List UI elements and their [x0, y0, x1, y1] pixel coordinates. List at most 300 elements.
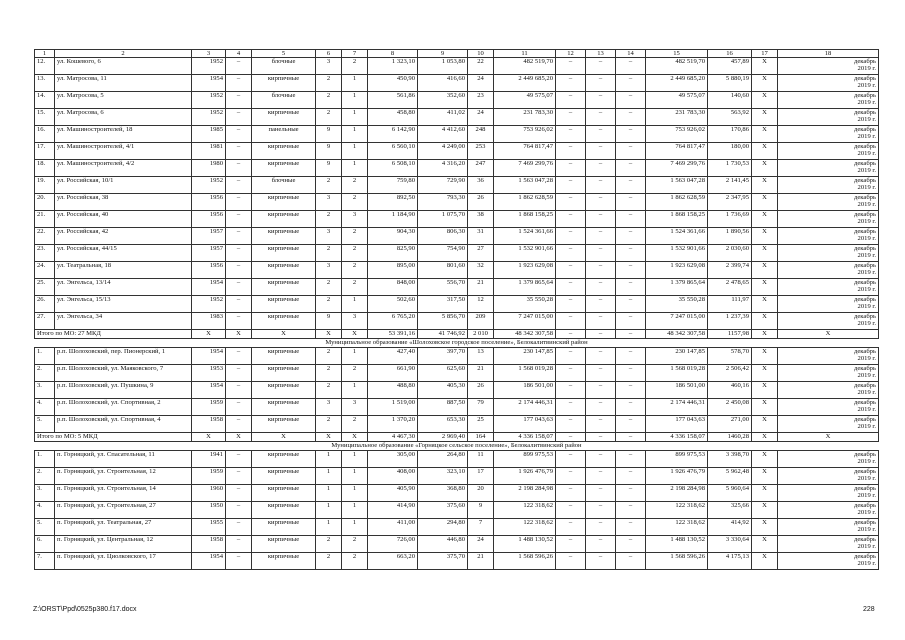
row-number: 3. — [35, 485, 55, 502]
address-cell: ул. Кошевого, 6 — [55, 58, 192, 75]
dash-cell: – — [616, 519, 646, 536]
dash-cell: – — [616, 451, 646, 468]
living-area-cell: 1 053,80 — [418, 58, 468, 75]
unit-cost-cell: 170,86 — [708, 126, 752, 143]
unit-cost-avg: 1460,28 — [708, 433, 752, 442]
deadline-cell — [778, 519, 879, 536]
address-cell: ул. Матросова, 6 — [55, 109, 192, 126]
address-cell: ул. Машиностроителей, 4/1 — [55, 143, 192, 160]
dash-cell: – — [616, 262, 646, 279]
dash-cell: – — [556, 296, 586, 313]
dash-cell: – — [586, 468, 616, 485]
dash-cell: – — [556, 348, 586, 365]
x-cell: Х — [752, 485, 778, 502]
year-cell: 1952 — [192, 109, 226, 126]
column-number: 13 — [586, 50, 616, 58]
repair-cost-cell: 2 198 284,98 — [494, 485, 556, 502]
section-heading-row — [35, 442, 879, 451]
living-area-cell: 405,30 — [418, 382, 468, 399]
x-cell: Х — [752, 75, 778, 92]
dash-cell: – — [556, 279, 586, 296]
repair-cost-cell: 7 247 015,00 — [494, 313, 556, 330]
floors-cell: 1 — [316, 502, 342, 519]
dash-cell: – — [556, 160, 586, 177]
dash-cell: – — [226, 451, 252, 468]
total-area-cell: 305,00 — [368, 451, 418, 468]
floors-cell: 2 — [316, 279, 342, 296]
column-number: 8 — [368, 50, 418, 58]
repair-cost-cell: 899 975,53 — [494, 451, 556, 468]
unit-cost-cell: 460,16 — [708, 382, 752, 399]
funds-cell: 1 568 596,26 — [646, 553, 708, 570]
entrances-cell: 1 — [342, 348, 368, 365]
residents-cell: 23 — [468, 92, 494, 109]
funds-sum: 4 336 158,07 — [646, 433, 708, 442]
unit-cost-cell: 3 330,64 — [708, 536, 752, 553]
dash-cell: – — [616, 365, 646, 382]
dash-cell: – — [616, 126, 646, 143]
total-area-cell: 1 370,20 — [368, 416, 418, 433]
unit-cost-cell: 4 175,13 — [708, 553, 752, 570]
residents-cell: 209 — [468, 313, 494, 330]
table-row — [35, 365, 879, 382]
entrances-cell: 1 — [342, 126, 368, 143]
unit-cost-cell: 5 880,19 — [708, 75, 752, 92]
total-area-cell: 488,80 — [368, 382, 418, 399]
floors-cell: 2 — [316, 245, 342, 262]
deadline-cell — [778, 365, 879, 382]
dash-cell: – — [226, 228, 252, 245]
dash-cell: – — [556, 194, 586, 211]
wall-material-cell: кирпичные — [252, 75, 316, 92]
entrances-cell: 3 — [342, 313, 368, 330]
total-label: Итого по МО: 27 МКД — [35, 330, 192, 339]
deadline-year: 2019 г. — [857, 133, 876, 141]
dash-cell: – — [586, 211, 616, 228]
total-area-cell: 892,50 — [368, 194, 418, 211]
residents-cell: 38 — [468, 211, 494, 228]
unit-cost-cell: 325,66 — [708, 502, 752, 519]
deadline-month: декабрь — [854, 416, 876, 423]
x-cell: Х — [752, 382, 778, 399]
entrances-cell: 1 — [342, 382, 368, 399]
column-number-row — [35, 50, 879, 58]
wall-material-cell: панельные — [252, 126, 316, 143]
entrances-cell: 2 — [342, 245, 368, 262]
deadline-cell — [778, 126, 879, 143]
deadline-year: 2019 г. — [857, 560, 876, 568]
year-cell: 1954 — [192, 553, 226, 570]
dash-cell: – — [226, 177, 252, 194]
dash-cell: – — [556, 519, 586, 536]
repair-cost-sum: 4 336 158,07 — [494, 433, 556, 442]
living-area-cell: 801,60 — [418, 262, 468, 279]
residents-cell: 12 — [468, 296, 494, 313]
unit-cost-cell: 563,92 — [708, 109, 752, 126]
year-cell: 1953 — [192, 365, 226, 382]
wall-material-cell: кирпичные — [252, 468, 316, 485]
deadline-cell — [778, 502, 879, 519]
living-area-cell: 375,60 — [418, 502, 468, 519]
x-cell: Х — [752, 502, 778, 519]
living-area-cell: 729,90 — [418, 177, 468, 194]
row-number: 4. — [35, 502, 55, 519]
dash-cell: – — [616, 553, 646, 570]
entrances-cell: 1 — [342, 109, 368, 126]
address-cell: ул. Российская, 42 — [55, 228, 192, 245]
dash-cell: – — [556, 536, 586, 553]
row-number: 13. — [35, 75, 55, 92]
x-cell: Х — [252, 433, 316, 442]
row-number: 21. — [35, 211, 55, 228]
floors-cell: 2 — [316, 382, 342, 399]
dash-cell: – — [556, 485, 586, 502]
entrances-cell: 2 — [342, 194, 368, 211]
dash-cell: – — [616, 468, 646, 485]
x-cell: Х — [752, 126, 778, 143]
funds-cell: 2 198 284,98 — [646, 485, 708, 502]
deadline-year: 2019 г. — [857, 509, 876, 517]
dash-cell: – — [226, 109, 252, 126]
unit-cost-cell: 578,70 — [708, 348, 752, 365]
total-area-cell: 6 560,10 — [368, 143, 418, 160]
deadline-year: 2019 г. — [857, 475, 876, 483]
x-cell: Х — [342, 433, 368, 442]
floors-cell: 2 — [316, 348, 342, 365]
deadline-cell — [778, 58, 879, 75]
column-number: 18 — [778, 50, 879, 58]
year-cell: 1952 — [192, 58, 226, 75]
deadline-year: 2019 г. — [857, 543, 876, 551]
dash-cell: – — [226, 143, 252, 160]
living-area-cell: 264,80 — [418, 451, 468, 468]
floors-cell: 2 — [316, 109, 342, 126]
column-number: 17 — [752, 50, 778, 58]
deadline-year: 2019 г. — [857, 252, 876, 260]
floors-cell: 1 — [316, 519, 342, 536]
dash-cell: – — [586, 382, 616, 399]
dash-cell: – — [556, 399, 586, 416]
floors-cell: 2 — [316, 553, 342, 570]
deadline-year: 2019 г. — [857, 286, 876, 294]
wall-material-cell: кирпичные — [252, 313, 316, 330]
year-cell: 1956 — [192, 262, 226, 279]
dash-cell: – — [556, 502, 586, 519]
deadline-month: декабрь — [854, 143, 876, 150]
column-number: 1 — [35, 50, 55, 58]
dash-cell: – — [616, 433, 646, 442]
floors-cell: 2 — [316, 92, 342, 109]
municipality-heading: Муниципальное образование «Горняцкое сельское поселение», Белокалитвинский район — [35, 442, 879, 451]
wall-material-cell: блочные — [252, 177, 316, 194]
total-area-cell: 6 508,10 — [368, 160, 418, 177]
table-row — [35, 468, 879, 485]
year-cell: 1981 — [192, 143, 226, 160]
funds-cell: 482 519,70 — [646, 58, 708, 75]
funds-cell: 1 532 901,66 — [646, 245, 708, 262]
funds-cell: 1 862 628,59 — [646, 194, 708, 211]
x-cell: Х — [192, 330, 226, 339]
funds-cell: 1 563 047,28 — [646, 177, 708, 194]
residents-cell: 27 — [468, 245, 494, 262]
table-row — [35, 416, 879, 433]
total-area-sum: 4 467,30 — [368, 433, 418, 442]
dash-cell: – — [556, 143, 586, 160]
floors-cell: 2 — [316, 536, 342, 553]
repair-cost-cell: 1 862 628,59 — [494, 194, 556, 211]
living-area-sum: 41 746,92 — [418, 330, 468, 339]
table-row — [35, 313, 879, 330]
funds-cell: 35 550,28 — [646, 296, 708, 313]
floors-cell: 2 — [316, 365, 342, 382]
wall-material-cell: кирпичные — [252, 553, 316, 570]
deadline-month: декабрь — [854, 109, 876, 116]
residents-cell: 21 — [468, 553, 494, 570]
dash-cell: – — [226, 245, 252, 262]
dash-cell: – — [226, 468, 252, 485]
residents-cell: 11 — [468, 451, 494, 468]
total-area-cell: 759,80 — [368, 177, 418, 194]
living-area-cell: 5 856,70 — [418, 313, 468, 330]
residents-cell: 247 — [468, 160, 494, 177]
repair-cost-cell: 230 147,85 — [494, 348, 556, 365]
year-cell: 1959 — [192, 399, 226, 416]
floors-cell: 9 — [316, 126, 342, 143]
year-cell: 1957 — [192, 228, 226, 245]
wall-material-cell: кирпичные — [252, 519, 316, 536]
row-number: 2. — [35, 365, 55, 382]
funds-cell: 1 379 865,64 — [646, 279, 708, 296]
entrances-cell: 1 — [342, 451, 368, 468]
dash-cell: – — [616, 536, 646, 553]
row-number: 23. — [35, 245, 55, 262]
repair-cost-cell: 1 524 361,66 — [494, 228, 556, 245]
deadline-cell — [778, 262, 879, 279]
wall-material-cell: кирпичные — [252, 485, 316, 502]
dash-cell: – — [586, 330, 616, 339]
residents-cell: 7 — [468, 519, 494, 536]
entrances-cell: 3 — [342, 211, 368, 228]
x-cell: Х — [226, 330, 252, 339]
deadline-cell — [778, 279, 879, 296]
total-area-cell: 1 519,00 — [368, 399, 418, 416]
deadline-year: 2019 г. — [857, 269, 876, 277]
address-cell: п. Горняцкий, ул. Театральная, 27 — [55, 519, 192, 536]
total-area-cell: 726,00 — [368, 536, 418, 553]
repair-cost-cell: 1 563 047,28 — [494, 177, 556, 194]
x-cell: Х — [752, 468, 778, 485]
total-area-cell: 561,86 — [368, 92, 418, 109]
residents-cell: 26 — [468, 194, 494, 211]
table-row — [35, 485, 879, 502]
total-area-cell: 458,80 — [368, 109, 418, 126]
year-cell: 1960 — [192, 485, 226, 502]
deadline-month: декабрь — [854, 75, 876, 82]
year-cell: 1952 — [192, 177, 226, 194]
dash-cell: – — [226, 348, 252, 365]
x-cell: Х — [752, 536, 778, 553]
row-number: 19. — [35, 177, 55, 194]
dash-cell: – — [556, 451, 586, 468]
repair-cost-cell: 7 469 299,76 — [494, 160, 556, 177]
column-number: 7 — [342, 50, 368, 58]
residents-cell: 36 — [468, 177, 494, 194]
dash-cell: – — [616, 296, 646, 313]
dash-cell: – — [226, 399, 252, 416]
address-cell: ул. Театральная, 18 — [55, 262, 192, 279]
floors-cell: 3 — [316, 228, 342, 245]
repair-cost-cell: 1 868 158,25 — [494, 211, 556, 228]
x-cell: Х — [752, 262, 778, 279]
dash-cell: – — [586, 75, 616, 92]
table-row — [35, 451, 879, 468]
dash-cell: – — [556, 92, 586, 109]
footer-file-path: Z:\ORST\Ppd\0525p380.f17.docx — [33, 606, 137, 613]
dash-cell: – — [616, 416, 646, 433]
municipality-heading: Муниципальное образование «Шолоховское городское поселение», Белокалитвинский район — [35, 339, 879, 348]
deadline-cell — [778, 296, 879, 313]
deadline-year: 2019 г. — [857, 65, 876, 73]
x-cell: Х — [752, 228, 778, 245]
repair-cost-cell: 1 926 476,79 — [494, 468, 556, 485]
residents-cell: 24 — [468, 75, 494, 92]
column-number: 16 — [708, 50, 752, 58]
entrances-cell: 2 — [342, 58, 368, 75]
wall-material-cell: кирпичные — [252, 416, 316, 433]
address-cell: п. Горняцкий, ул. Строительная, 27 — [55, 502, 192, 519]
residents-cell: 79 — [468, 399, 494, 416]
dash-cell: – — [586, 519, 616, 536]
row-number: 5. — [35, 519, 55, 536]
table-row — [35, 92, 879, 109]
total-area-cell: 895,00 — [368, 262, 418, 279]
deadline-month: декабрь — [854, 502, 876, 509]
living-area-cell: 416,60 — [418, 75, 468, 92]
funds-cell: 899 975,53 — [646, 451, 708, 468]
funds-cell: 1 926 476,79 — [646, 468, 708, 485]
living-area-cell: 754,90 — [418, 245, 468, 262]
funds-cell: 1 868 158,25 — [646, 211, 708, 228]
dash-cell: – — [226, 58, 252, 75]
dash-cell: – — [616, 109, 646, 126]
wall-material-cell: кирпичные — [252, 143, 316, 160]
column-number: 10 — [468, 50, 494, 58]
row-number: 27. — [35, 313, 55, 330]
row-number: 7. — [35, 553, 55, 570]
table-row — [35, 177, 879, 194]
repair-cost-cell: 482 519,70 — [494, 58, 556, 75]
unit-cost-avg: 1157,98 — [708, 330, 752, 339]
deadline-month: декабрь — [854, 177, 876, 184]
dash-cell: – — [616, 245, 646, 262]
entrances-cell: 1 — [342, 502, 368, 519]
year-cell: 1959 — [192, 468, 226, 485]
dash-cell: – — [226, 194, 252, 211]
table-row — [35, 75, 879, 92]
table-row — [35, 194, 879, 211]
entrances-cell: 1 — [342, 485, 368, 502]
entrances-cell: 2 — [342, 365, 368, 382]
floors-cell: 2 — [316, 177, 342, 194]
living-area-cell: 446,80 — [418, 536, 468, 553]
deadline-year: 2019 г. — [857, 150, 876, 158]
unit-cost-cell: 5 960,64 — [708, 485, 752, 502]
funds-cell: 7 247 015,00 — [646, 313, 708, 330]
residents-sum: 164 — [468, 433, 494, 442]
deadline-month: декабрь — [854, 536, 876, 543]
dash-cell: – — [586, 399, 616, 416]
dash-cell: – — [556, 382, 586, 399]
funds-cell: 177 043,63 — [646, 416, 708, 433]
deadline-cell — [778, 75, 879, 92]
unit-cost-cell: 111,97 — [708, 296, 752, 313]
entrances-cell: 2 — [342, 279, 368, 296]
wall-material-cell: кирпичные — [252, 536, 316, 553]
living-area-cell: 1 075,70 — [418, 211, 468, 228]
dash-cell: – — [616, 279, 646, 296]
repair-cost-cell: 1 568 019,28 — [494, 365, 556, 382]
living-area-cell: 317,50 — [418, 296, 468, 313]
dash-cell: – — [616, 143, 646, 160]
unit-cost-cell: 271,00 — [708, 416, 752, 433]
residents-cell: 31 — [468, 228, 494, 245]
dash-cell: – — [586, 262, 616, 279]
funds-cell: 122 318,62 — [646, 519, 708, 536]
floors-cell: 9 — [316, 160, 342, 177]
entrances-cell: 1 — [342, 92, 368, 109]
dash-cell: – — [226, 160, 252, 177]
address-cell: ул. Российская, 44/15 — [55, 245, 192, 262]
year-cell: 1955 — [192, 519, 226, 536]
unit-cost-cell: 1 730,53 — [708, 160, 752, 177]
x-cell: Х — [752, 92, 778, 109]
deadline-cell — [778, 194, 879, 211]
total-area-cell: 427,40 — [368, 348, 418, 365]
floors-cell: 1 — [316, 485, 342, 502]
living-area-cell: 375,70 — [418, 553, 468, 570]
living-area-cell: 806,30 — [418, 228, 468, 245]
repair-cost-cell: 231 783,30 — [494, 109, 556, 126]
residents-cell: 21 — [468, 365, 494, 382]
address-cell: п. Горняцкий, ул. Циолковского, 17 — [55, 553, 192, 570]
deadline-cell — [778, 536, 879, 553]
funds-cell: 49 575,07 — [646, 92, 708, 109]
entrances-cell: 2 — [342, 416, 368, 433]
deadline-month: декабрь — [854, 365, 876, 372]
repair-cost-cell: 2 449 685,20 — [494, 75, 556, 92]
dash-cell: – — [586, 485, 616, 502]
deadline-year: 2019 г. — [857, 116, 876, 124]
row-number: 5. — [35, 416, 55, 433]
deadline-cell — [778, 228, 879, 245]
table-row — [35, 126, 879, 143]
residents-cell: 21 — [468, 279, 494, 296]
address-cell: п. Горняцкий, ул. Строительная, 12 — [55, 468, 192, 485]
living-area-cell: 4 249,00 — [418, 143, 468, 160]
entrances-cell: 1 — [342, 143, 368, 160]
unit-cost-cell: 457,89 — [708, 58, 752, 75]
dash-cell: – — [556, 109, 586, 126]
dash-cell: – — [616, 330, 646, 339]
repair-cost-cell: 177 043,63 — [494, 416, 556, 433]
year-cell: 1956 — [192, 194, 226, 211]
address-cell: ул. Энгельса, 15/13 — [55, 296, 192, 313]
funds-cell: 7 469 299,76 — [646, 160, 708, 177]
repair-cost-cell: 1 379 865,64 — [494, 279, 556, 296]
residents-cell: 32 — [468, 262, 494, 279]
entrances-cell: 2 — [342, 536, 368, 553]
living-area-cell: 352,60 — [418, 92, 468, 109]
